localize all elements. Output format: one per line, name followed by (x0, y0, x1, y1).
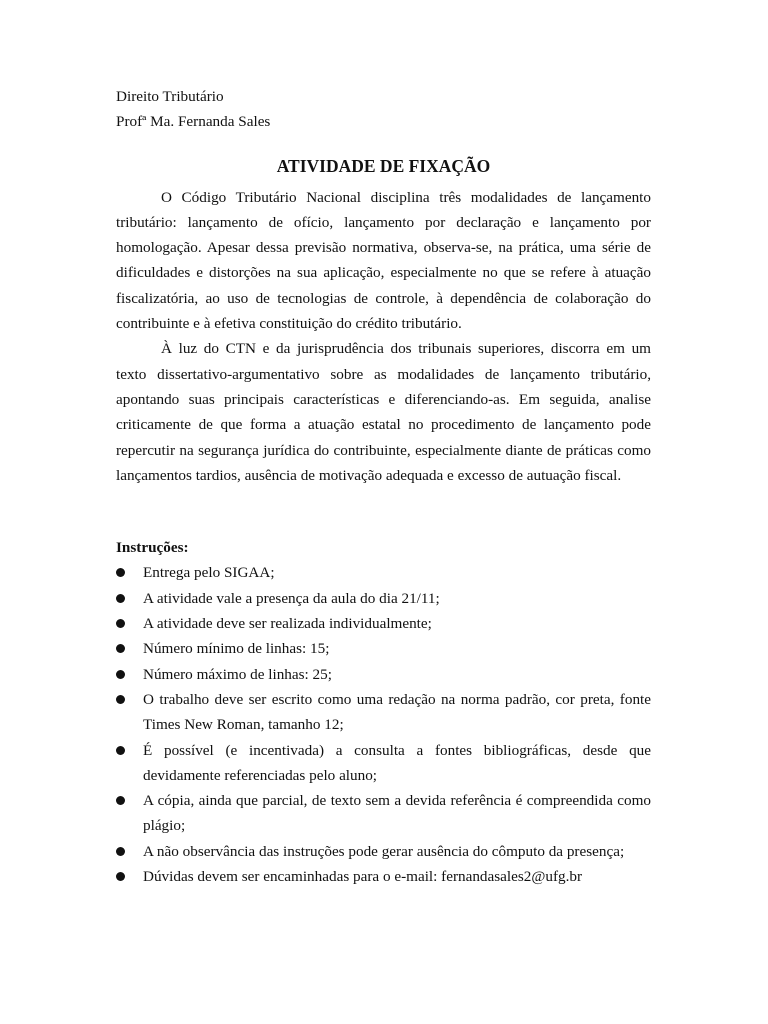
list-item (116, 738, 651, 789)
instructions-heading: Instruções: (116, 539, 189, 557)
list-item-text: É possível (e incentivada) a consulta a fontes bibliográficas, desde que devidamente referenciadas pelo aluno; (143, 741, 651, 784)
course-name: Direito Tributário (116, 88, 224, 105)
list-item (116, 662, 651, 687)
bullet-icon (116, 872, 125, 881)
list-item (116, 636, 651, 661)
list-item-text: A cópia, ainda que parcial, de texto sem a devida referência é compreendida como plágio; (143, 792, 651, 835)
bullet-icon (116, 568, 125, 577)
list-item (116, 611, 651, 636)
list-item (116, 839, 651, 864)
instructions-list (116, 560, 651, 889)
professor-name: Profª Ma. Fernanda Sales (116, 113, 271, 131)
bullet-icon (116, 670, 125, 679)
list-item-text: O trabalho deve ser escrito como uma redação na norma padrão, cor preta, fonte Times New Roman, tamanho 12; (143, 690, 651, 734)
list-item (116, 586, 651, 611)
paragraph-task: À luz do CTN e da jurisprudência dos tribunais superiores, discorra em um texto dissertativo-argumentativo sobre as modalidades de lançamento tributário, apontando suas principais características e diferenciando-as. Em seguida, analise criticamente de que forma a atuação estatal no procedimento de lançamento pode repercutir na segurança jurídica do contribuinte, especialmente diante de práticas como lançamentos tardios, ausência de motivação adequada e excesso de autuação fiscal. (116, 340, 651, 484)
bullet-icon (116, 847, 125, 856)
bullet-icon (116, 644, 125, 653)
bullet-icon (116, 594, 125, 603)
list-item (116, 687, 651, 738)
list-item-text: Dúvidas devem ser encaminhadas para o e-mail: fernandasales2@ufg.br (143, 868, 583, 886)
bullet-icon (116, 619, 125, 628)
paragraph-intro: O Código Tributário Nacional disciplina três modalidades de lançamento tributário: lançamento de ofício, lançamento por declaração e lançamento por homologação. Apesar dessa previsão normativa, observa-se, na prática, uma série de dificuldades e distorções na sua aplicação, especialmente no que se refere à atuação fiscalizatória, ao uso de tecnologias de controle, à dependência de colaboração do contribuinte e à efetiva constituição do crédito tributário. (116, 188, 651, 333)
document-title: ATIVIDADE DE FIXAÇÃO (276, 155, 491, 176)
list-item (116, 788, 651, 839)
list-item-text: Número mínimo de linhas: 15; (143, 640, 330, 658)
list-item (116, 560, 651, 585)
list-item-text: A atividade deve ser realizada individualmente; (143, 615, 432, 633)
list-item-text: Número máximo de linhas: 25; (143, 665, 332, 683)
list-item (116, 864, 651, 889)
bullet-icon (116, 695, 125, 704)
bullet-icon (116, 796, 125, 805)
document-page (116, 84, 651, 889)
bullet-icon (116, 746, 125, 755)
list-item-text: Entrega pelo SIGAA; (143, 564, 275, 582)
list-item-text: A atividade vale a presença da aula do dia 21/11; (143, 589, 440, 607)
list-item-text: A não observância das instruções pode gerar ausência do cômputo da presença; (143, 842, 625, 860)
